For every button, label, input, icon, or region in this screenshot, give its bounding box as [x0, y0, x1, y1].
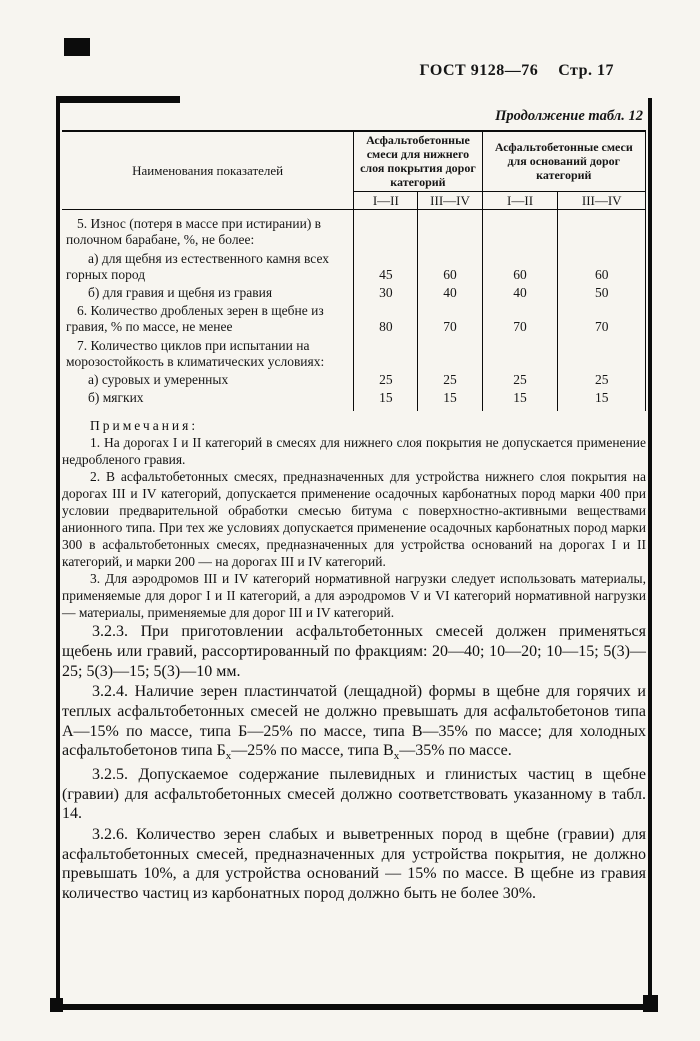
row-label: б) мягких [62, 389, 354, 411]
column-header-names: Наименования показателей [62, 131, 354, 210]
subcolumn-header: I—II [482, 191, 558, 210]
table-row [62, 337, 646, 371]
page-number: Стр. 17 [558, 62, 614, 79]
note-item: 3. Для аэродромов III и IV категорий нормативной нагрузки следует использовать материалы, применяемые для дорог I и II категорий, а для аэродромов V и VI категорий нормативной нагрузки — материалы, применяемые для дорог III и IV категорий. [62, 571, 646, 621]
data-table [62, 130, 646, 411]
paragraph-3-2-3: 3.2.3. При приготовлении асфальтобетонных смесей должен применяться щебень или гравий, рассортированный по фракциям: 20—40; 10—20; 10—15; 5(3)—25; 5(3)—15; 5(3)—10 мм. [62, 623, 646, 680]
table-row [62, 302, 646, 336]
value-cell: 15 [418, 389, 482, 411]
row-label: 6. Количество дробленых зерен в щебне из гравия, % по массе, не менее [62, 302, 354, 336]
value-cell: 25 [354, 371, 418, 389]
value-cell: 80 [354, 302, 418, 336]
value-cell [558, 210, 646, 250]
table-header-row [62, 131, 646, 191]
table-row [62, 250, 646, 284]
value-cell: 60 [558, 250, 646, 284]
value-cell: 70 [418, 302, 482, 336]
group-header-surface-layer: Асфальтобетонные смеси для нижнего слоя покрытия дорог категорий [354, 131, 482, 191]
value-cell: 70 [482, 302, 558, 336]
subscript-x: х [225, 750, 232, 763]
value-cell: 45 [354, 250, 418, 284]
paragraph-3-2-5: 3.2.5. Допускаемое содержание пылевидных и глинистых частиц в щебне (гравии) для асфальтобетонных смесей должно соответствовать указанному в табл. 14. [62, 766, 646, 823]
subcolumn-header: III—IV [418, 191, 482, 210]
paragraph-3-2-4 [62, 682, 646, 764]
value-cell: 15 [482, 389, 558, 411]
value-cell [558, 337, 646, 371]
value-cell: 30 [354, 284, 418, 302]
value-cell: 15 [558, 389, 646, 411]
value-cell [482, 337, 558, 371]
row-label: а) суровых и умеренных [62, 371, 354, 389]
paragraph-text: 3.2.4. Наличие зерен пластинчатой (лещадной) формы в щебне для горячих и теплых асфальтобетонных смесей не должно превышать для асфальтобетонов типа А—15% по массе, типа Б—25% по массе, типа В—35% по массе; для холодных асфальтобетонов типа Б [62, 683, 646, 760]
paragraph-text: —25% по массе, типа В [231, 742, 394, 760]
note-item: 2. В асфальтобетонных смесях, предназначенных для устройства нижнего слоя покрытия на дорогах III и IV категорий, допускается применение осадочных карбонатных пород марки 400 при условии предварительной обработки смесью битума с поверхностно-активными веществами анионного типа. При тех же условиях допускается применение осадочных карбонатных пород марки 300 в асфальтобетонных смесях, предназначенных для устройства оснований на дорогах I и II категорий, и марки 200 — на дорогах III и IV категорий. [62, 469, 646, 570]
row-label: 5. Износ (потеря в массе при истирании) в полочном барабане, %, не более: [62, 210, 354, 250]
value-cell: 40 [482, 284, 558, 302]
scan-artifact [643, 995, 658, 1012]
value-cell [482, 210, 558, 250]
value-cell [418, 210, 482, 250]
doc-number: ГОСТ 9128—76 [419, 62, 539, 79]
value-cell: 50 [558, 284, 646, 302]
table-row [62, 371, 646, 389]
value-cell: 60 [482, 250, 558, 284]
group-header-base: Асфальтобетонные смеси для оснований дорог категорий [482, 131, 645, 191]
table-row [62, 284, 646, 302]
row-label: б) для гравия и щебня из гравия [62, 284, 354, 302]
paragraph-3-2-6: 3.2.6. Количество зерен слабых и выветренных пород в щебне (гравии) для асфальтобетонных смесей, предназначенных для устройства покрытия, не должно превышать 10%, а для устройства оснований — 15% по массе. В щебне из гравия количество частиц из карбонатных пород должно быть не более 30%. [62, 826, 646, 903]
value-cell: 15 [354, 389, 418, 411]
value-cell [354, 210, 418, 250]
scan-artifact [50, 998, 63, 1012]
paragraph-text: —35% по массе. [399, 742, 512, 760]
subcolumn-header: I—II [354, 191, 418, 210]
value-cell [418, 337, 482, 371]
row-label: а) для щебня из естественного камня всех горных пород [62, 250, 354, 284]
notes-heading: Примечания: [90, 418, 199, 434]
scan-artifact [56, 96, 180, 103]
subscript-x: х [393, 750, 400, 763]
row-label: 7. Количество циклов при испытании на морозостойкость в климатических условиях: [62, 337, 354, 371]
table-row [62, 210, 646, 250]
table-row [62, 389, 646, 411]
value-cell [354, 337, 418, 371]
note-item: 1. На дорогах I и II категорий в смесях для нижнего слоя покрытия не допускается применение недробленого гравия. [62, 435, 646, 468]
value-cell: 25 [482, 371, 558, 389]
value-cell: 70 [558, 302, 646, 336]
subcolumn-header: III—IV [558, 191, 646, 210]
table-caption: Продолжение табл. 12 [495, 108, 643, 124]
value-cell: 25 [418, 371, 482, 389]
page-content [62, 108, 646, 904]
value-cell: 60 [418, 250, 482, 284]
scan-artifact [64, 38, 90, 56]
value-cell: 25 [558, 371, 646, 389]
value-cell: 40 [418, 284, 482, 302]
notes-section [62, 417, 646, 621]
page-header [420, 62, 614, 80]
